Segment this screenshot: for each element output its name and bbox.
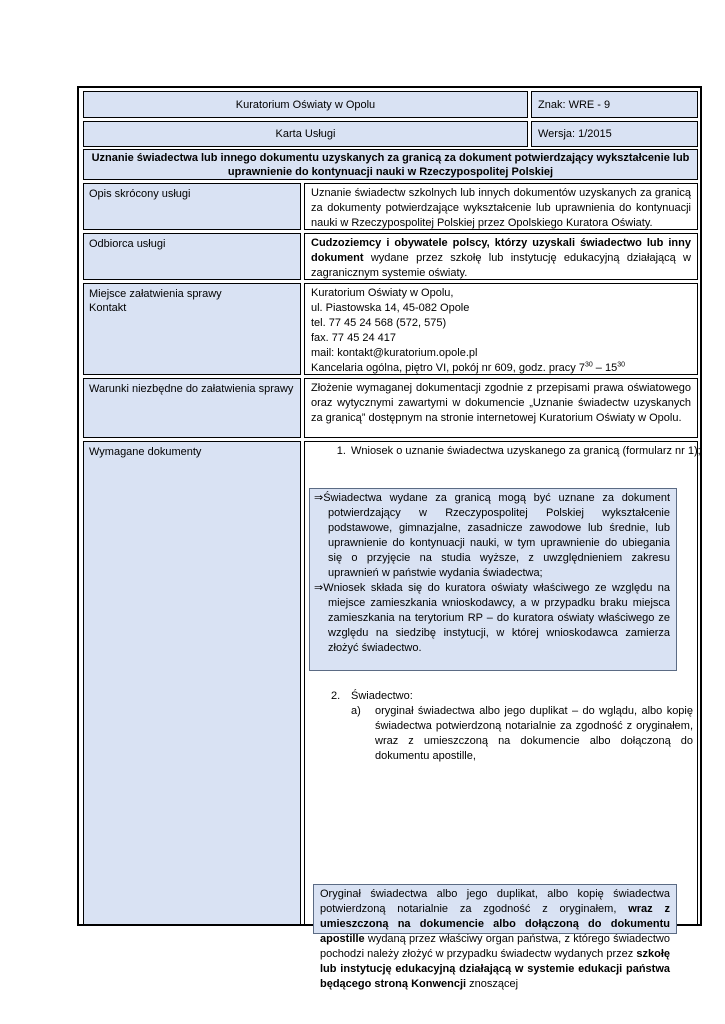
odbiorca-label: Odbiorca usługi [89, 238, 166, 250]
arrow-icon: ⇒ [314, 582, 324, 594]
wymagane-content-cell [304, 441, 701, 990]
miejsce-content-cell [304, 283, 698, 375]
opis-content-cell [304, 183, 698, 230]
required-docs-list-1 [305, 444, 721, 459]
address-name: Kuratorium Oświaty w Opolu, [311, 287, 454, 299]
required-doc-item-1: 1. Wniosek o uznanie świadectwa uzyskanego za granicą (formularz nr 1); [349, 444, 721, 459]
card-type-cell [83, 121, 528, 147]
warunki-text: Złożenie wymaganej dokumentacji zgodnie z przepisami prawa oświatowego oraz wytycznymi zawartymi w dokumencie „Uznanie świadectw uzyskanych za granicą” dostępnym na stronie internetowej Kuratorium Oświaty w Opolu. [311, 382, 691, 424]
warunki-label-cell [83, 378, 301, 438]
service-title-cell [83, 149, 698, 180]
opis-label-cell [83, 183, 301, 230]
miejsce-label-cell [83, 283, 301, 375]
service-title: Uznanie świadectwa lub innego dokumentu uzyskanych za granicą za dokument potwierdzający wykształcenie lub uprawnienie do kontynuacji nauki w Rzeczypospolitej Polskiej [91, 151, 690, 178]
opis-label: Opis skrócony usługi [89, 188, 191, 200]
opis-text: Uznanie świadectw szkolnych lub innych dokumentów uzyskanych za granicą za dokumenty potwierdzające wykształcenie lub uprawnienia do kontynuacji nauki w Rzeczypospolitej Polskiej przez Opolskiego Kuratora Oświaty. [311, 187, 691, 229]
miejsce-label: Miejsce załatwienia sprawy [89, 288, 222, 300]
phone: tel. 77 45 24 568 (572, 575) [311, 317, 447, 329]
note-1b: ⇒Wniosek składa się do kuratora oświaty właściwego ze względu na miejsce zamieszkania wnioskodawcy, a w przypadku braku miejsca zamieszkania na terytorium RP – do kuratora oświaty właściwego ze względu na siedzibę instytucji, w której wnioskodawca zamierza złożyć świadectwo. [314, 582, 670, 654]
odbiorca-text: wydane przez szkołę lub instytucję edukacyjną działającą w zagranicznym systemie oświaty. [311, 252, 691, 279]
arrow-icon: ⇒ [314, 492, 324, 504]
service-card-table [77, 86, 702, 990]
odbiorca-bold: Cudzoziemcy i obywatele polscy, którzy uzyskali świadectwo lub inny dokument [311, 237, 691, 264]
version: Wersja: 1/2015 [538, 128, 612, 140]
version-cell [531, 121, 698, 147]
wymagane-label-cell [83, 441, 301, 925]
required-doc-item-2a: a) oryginał świadectwa albo jego duplikat – do wglądu, albo kopię świadectwa potwierdzoną notarialnie za zgodność z oryginałem, wraz z umieszczoną na dokumencie albo dołączoną do dokumentu apostille, [351, 705, 693, 762]
note-1a: ⇒Świadectwa wydane za granicą mogą być uznane za dokument potwierdzający w Rzeczypospolitej Polskiej wykształcenie podstawowe, gimnazjalne, zasadnicze zawodowe lub średnie, lub uprawnienie do kontynuacji nauki, w tym uprawnienie do ubiegania się o przyjęcie na studia wyższe, z uwzględnieniem zakresu uprawnień w państwie wydania świadectwa; [314, 492, 670, 579]
fax: fax. 77 45 24 417 [311, 332, 397, 344]
address-street: ul. Piastowska 14, 45-082 Opole [311, 302, 470, 314]
odbiorca-label-cell [83, 233, 301, 280]
office-hours: Kancelaria ogólna, piętro VI, pokój nr 609, godz. pracy $7^{30} - 15^{30}$ [311, 361, 626, 374]
document-sign: Znak: WRE - 9 [538, 98, 611, 111]
required-docs-list-2 [331, 689, 693, 764]
sign-cell [531, 91, 698, 118]
note-box-2: Oryginał świadectwa albo jego duplikat, albo kopię świadectwa potwierdzoną notarialnie za zgodność z oryginałem, wraz z umieszczoną na dokumencie albo dołączoną do dokumentu apostille wydaną przez właściwy organ państwa, z którego świadectwo pochodzi należy złożyć w przypadku świadectw wydanych przez szkołę lub instytucję edukacyjną działającą w systemie edukacji państwa będącego stroną Konwencji znoszącej [313, 884, 677, 934]
wymagane-label: Wymagane dokumenty [89, 446, 202, 458]
card-type: Karta Usługi [275, 128, 336, 140]
required-doc-item-2: 2. Świadectwo: [331, 690, 413, 702]
warunki-content-cell [304, 378, 698, 438]
odbiorca-content-cell [304, 233, 698, 280]
org-name: Kuratorium Oświaty w Opolu [235, 98, 376, 111]
kontakt-label: Kontakt [89, 302, 127, 314]
email[interactable]: mail: kontakt@kuratorium.opole.pl [311, 347, 478, 359]
warunki-label: Warunki niezbędne do załatwienia sprawy [89, 383, 294, 395]
org-name-cell [83, 91, 528, 118]
note-box-1 [309, 488, 677, 671]
